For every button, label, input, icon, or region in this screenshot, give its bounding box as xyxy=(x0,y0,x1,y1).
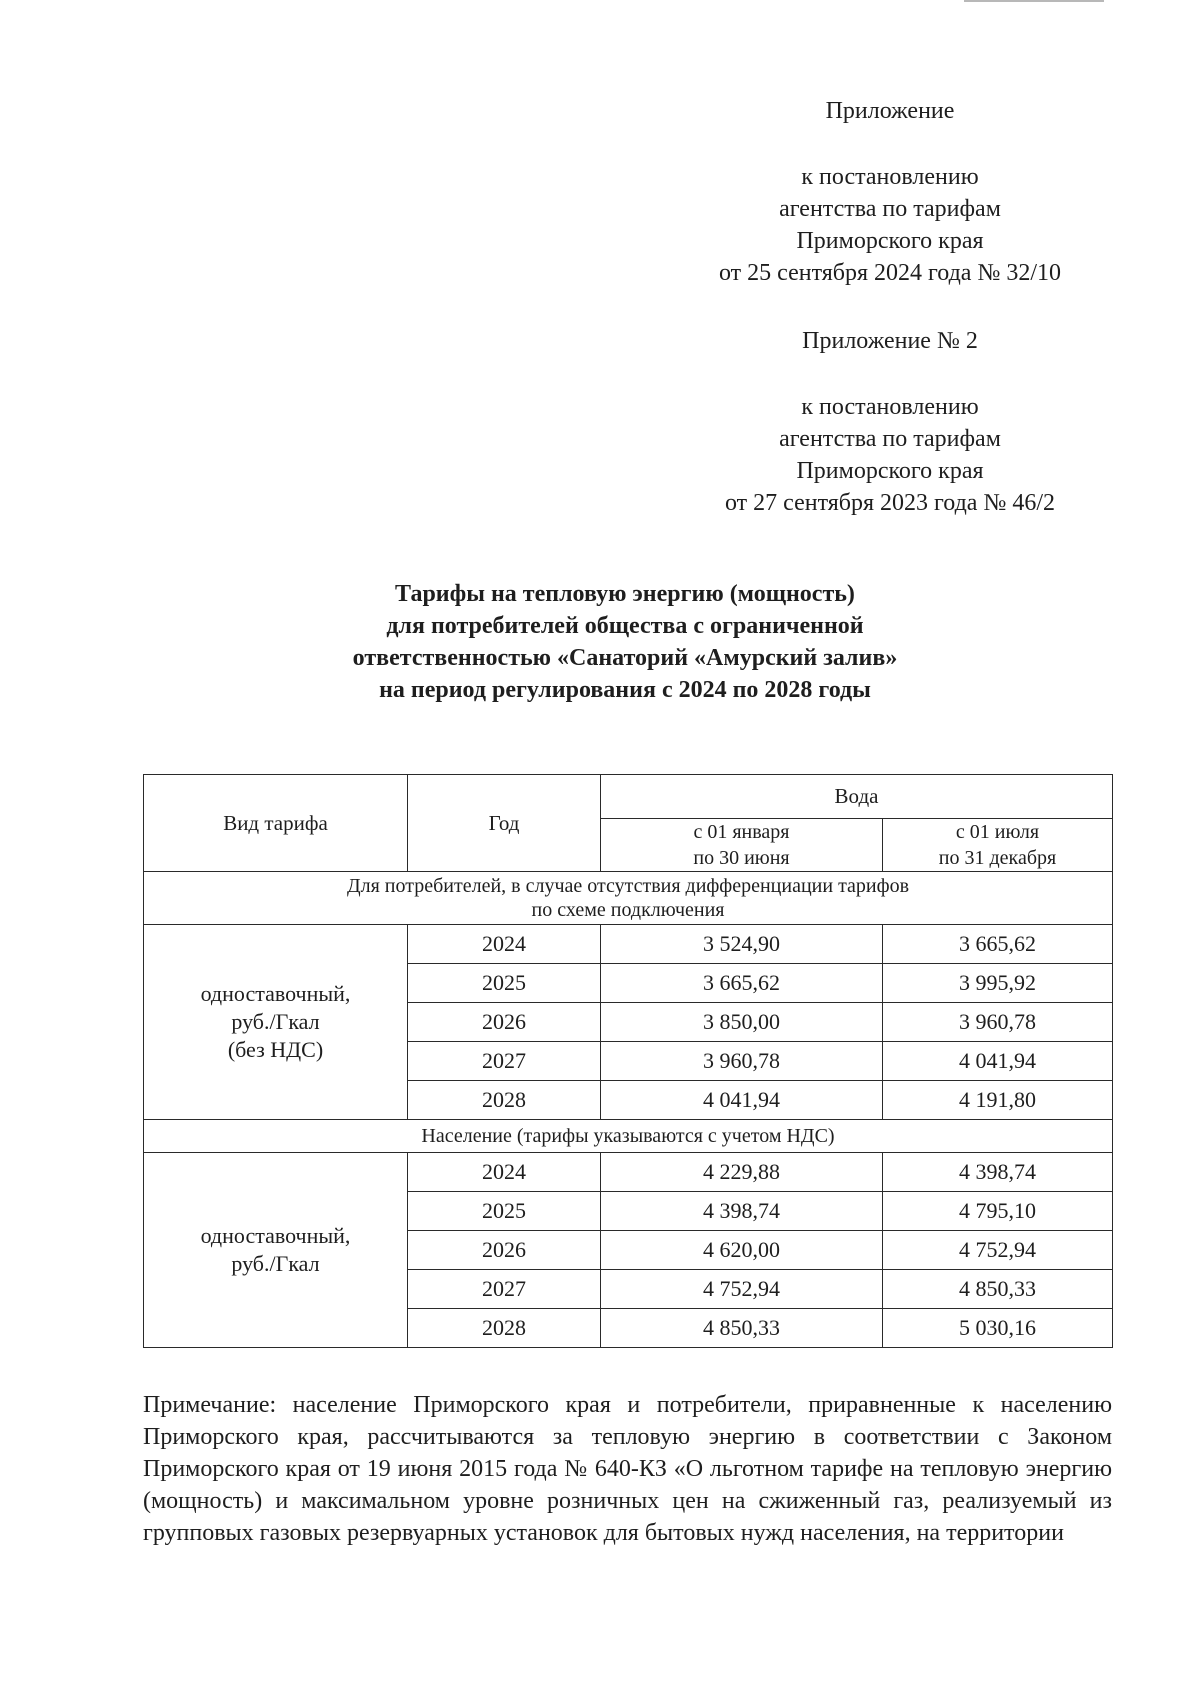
tariff-type-cell xyxy=(144,1153,408,1348)
tariff-value-h1: 4 850,33 xyxy=(601,1309,883,1348)
appendix-decree-original xyxy=(640,391,1140,519)
section-heading-line: по схеме подключения xyxy=(531,899,725,921)
year-cell: 2028 xyxy=(408,1081,601,1120)
tariff-type-cell xyxy=(144,925,408,1120)
year-cell: 2024 xyxy=(408,925,601,964)
header-year: Год xyxy=(408,775,601,872)
tariff-value-h2: 4 191,80 xyxy=(883,1081,1113,1120)
tariff-value-h1: 4 398,74 xyxy=(601,1192,883,1231)
period-1-line-2: по 30 июня xyxy=(693,847,790,869)
header-period-1 xyxy=(601,819,883,872)
tariff-value-h2: 3 960,78 xyxy=(883,1003,1113,1042)
tariff-type-line: руб./Гкал xyxy=(231,1009,320,1034)
year-cell: 2027 xyxy=(408,1270,601,1309)
tariff-value-h2: 4 041,94 xyxy=(883,1042,1113,1081)
year-cell: 2026 xyxy=(408,1003,601,1042)
period-2-line-1: с 01 июля xyxy=(955,821,1040,843)
note-paragraph: Примечание: население Приморского края и потребители, приравненные к населению Приморского края, рассчитываются за тепловую энергию в соответствии с Законом Приморского края от 19 июня 2015 года № 640-КЗ «О льготном тарифе на тепловую энергию (мощность) и максимальном уровне розничных цен на сжиженный газ, реализуемый из групповых газовых резервуарных установок для бытовых нужд населения, на территории xyxy=(143,1392,1112,1546)
tariff-type-line: одноставочный, xyxy=(200,1223,351,1248)
tariff-value-h2: 5 030,16 xyxy=(883,1309,1113,1348)
year-cell: 2025 xyxy=(408,1192,601,1231)
title-line: для потребителей общества с ограниченной xyxy=(386,613,864,639)
year-cell: 2025 xyxy=(408,964,601,1003)
tariff-value-h1: 3 960,78 xyxy=(601,1042,883,1081)
section-heading-general xyxy=(144,872,1113,925)
tariff-value-h1: 4 041,94 xyxy=(601,1081,883,1120)
title-line: на период регулирования с 2024 по 2028 годы xyxy=(379,677,871,703)
tariff-type-line: (без НДС) xyxy=(227,1037,324,1062)
header-water: Вода xyxy=(601,775,1113,819)
tariff-type-line: руб./Гкал xyxy=(231,1251,320,1276)
period-2-line-2: по 31 декабря xyxy=(938,847,1057,869)
period-1-line-1: с 01 января xyxy=(693,821,790,843)
appendix-header-original xyxy=(640,325,1140,357)
top-edge-line xyxy=(964,0,1104,2)
year-cell: 2026 xyxy=(408,1231,601,1270)
section-heading-line: Для потребителей, в случае отсутствия дифференциации тарифов xyxy=(346,875,910,897)
tariff-type-line: одноставочный, xyxy=(200,981,351,1006)
tariff-table xyxy=(143,774,1113,1348)
header-period-2 xyxy=(883,819,1113,872)
title-line: Тарифы на тепловую энергию (мощность) xyxy=(395,581,855,607)
decree-line: агентства по тарифам xyxy=(779,196,1001,222)
appendix-label: Приложение № 2 xyxy=(802,328,978,354)
tariff-value-h1: 4 752,94 xyxy=(601,1270,883,1309)
tariff-value-h2: 4 398,74 xyxy=(883,1153,1113,1192)
decree-line: к постановлению xyxy=(801,394,979,420)
appendix-decree-current xyxy=(640,161,1140,289)
tariff-value-h1: 3 524,90 xyxy=(601,925,883,964)
decree-line: агентства по тарифам xyxy=(779,426,1001,452)
year-cell: 2028 xyxy=(408,1309,601,1348)
year-cell: 2027 xyxy=(408,1042,601,1081)
appendix-label: Приложение xyxy=(825,98,955,124)
tariff-value-h2: 4 795,10 xyxy=(883,1192,1113,1231)
decree-line: Приморского края xyxy=(796,458,984,484)
decree-line: к постановлению xyxy=(801,164,979,190)
title-line: ответственностью «Санаторий «Амурский залив» xyxy=(352,645,898,671)
tariff-value-h2: 3 665,62 xyxy=(883,925,1113,964)
appendix-header-current xyxy=(640,95,1140,127)
decree-line: Приморского края xyxy=(796,228,984,254)
decree-line: от 27 сентября 2023 года № 46/2 xyxy=(724,490,1056,516)
decree-line: от 25 сентября 2024 года № 32/10 xyxy=(718,260,1062,286)
tariff-value-h1: 4 229,88 xyxy=(601,1153,883,1192)
tariff-value-h1: 3 665,62 xyxy=(601,964,883,1003)
tariff-value-h2: 4 752,94 xyxy=(883,1231,1113,1270)
tariff-value-h2: 4 850,33 xyxy=(883,1270,1113,1309)
tariff-value-h1: 4 620,00 xyxy=(601,1231,883,1270)
tariff-value-h2: 3 995,92 xyxy=(883,964,1113,1003)
year-cell: 2024 xyxy=(408,1153,601,1192)
tariff-value-h1: 3 850,00 xyxy=(601,1003,883,1042)
header-tariff-type: Вид тарифа xyxy=(144,775,408,872)
section-heading-population: Население (тарифы указываются с учетом НДС) xyxy=(144,1120,1113,1153)
document-title xyxy=(200,578,1050,706)
